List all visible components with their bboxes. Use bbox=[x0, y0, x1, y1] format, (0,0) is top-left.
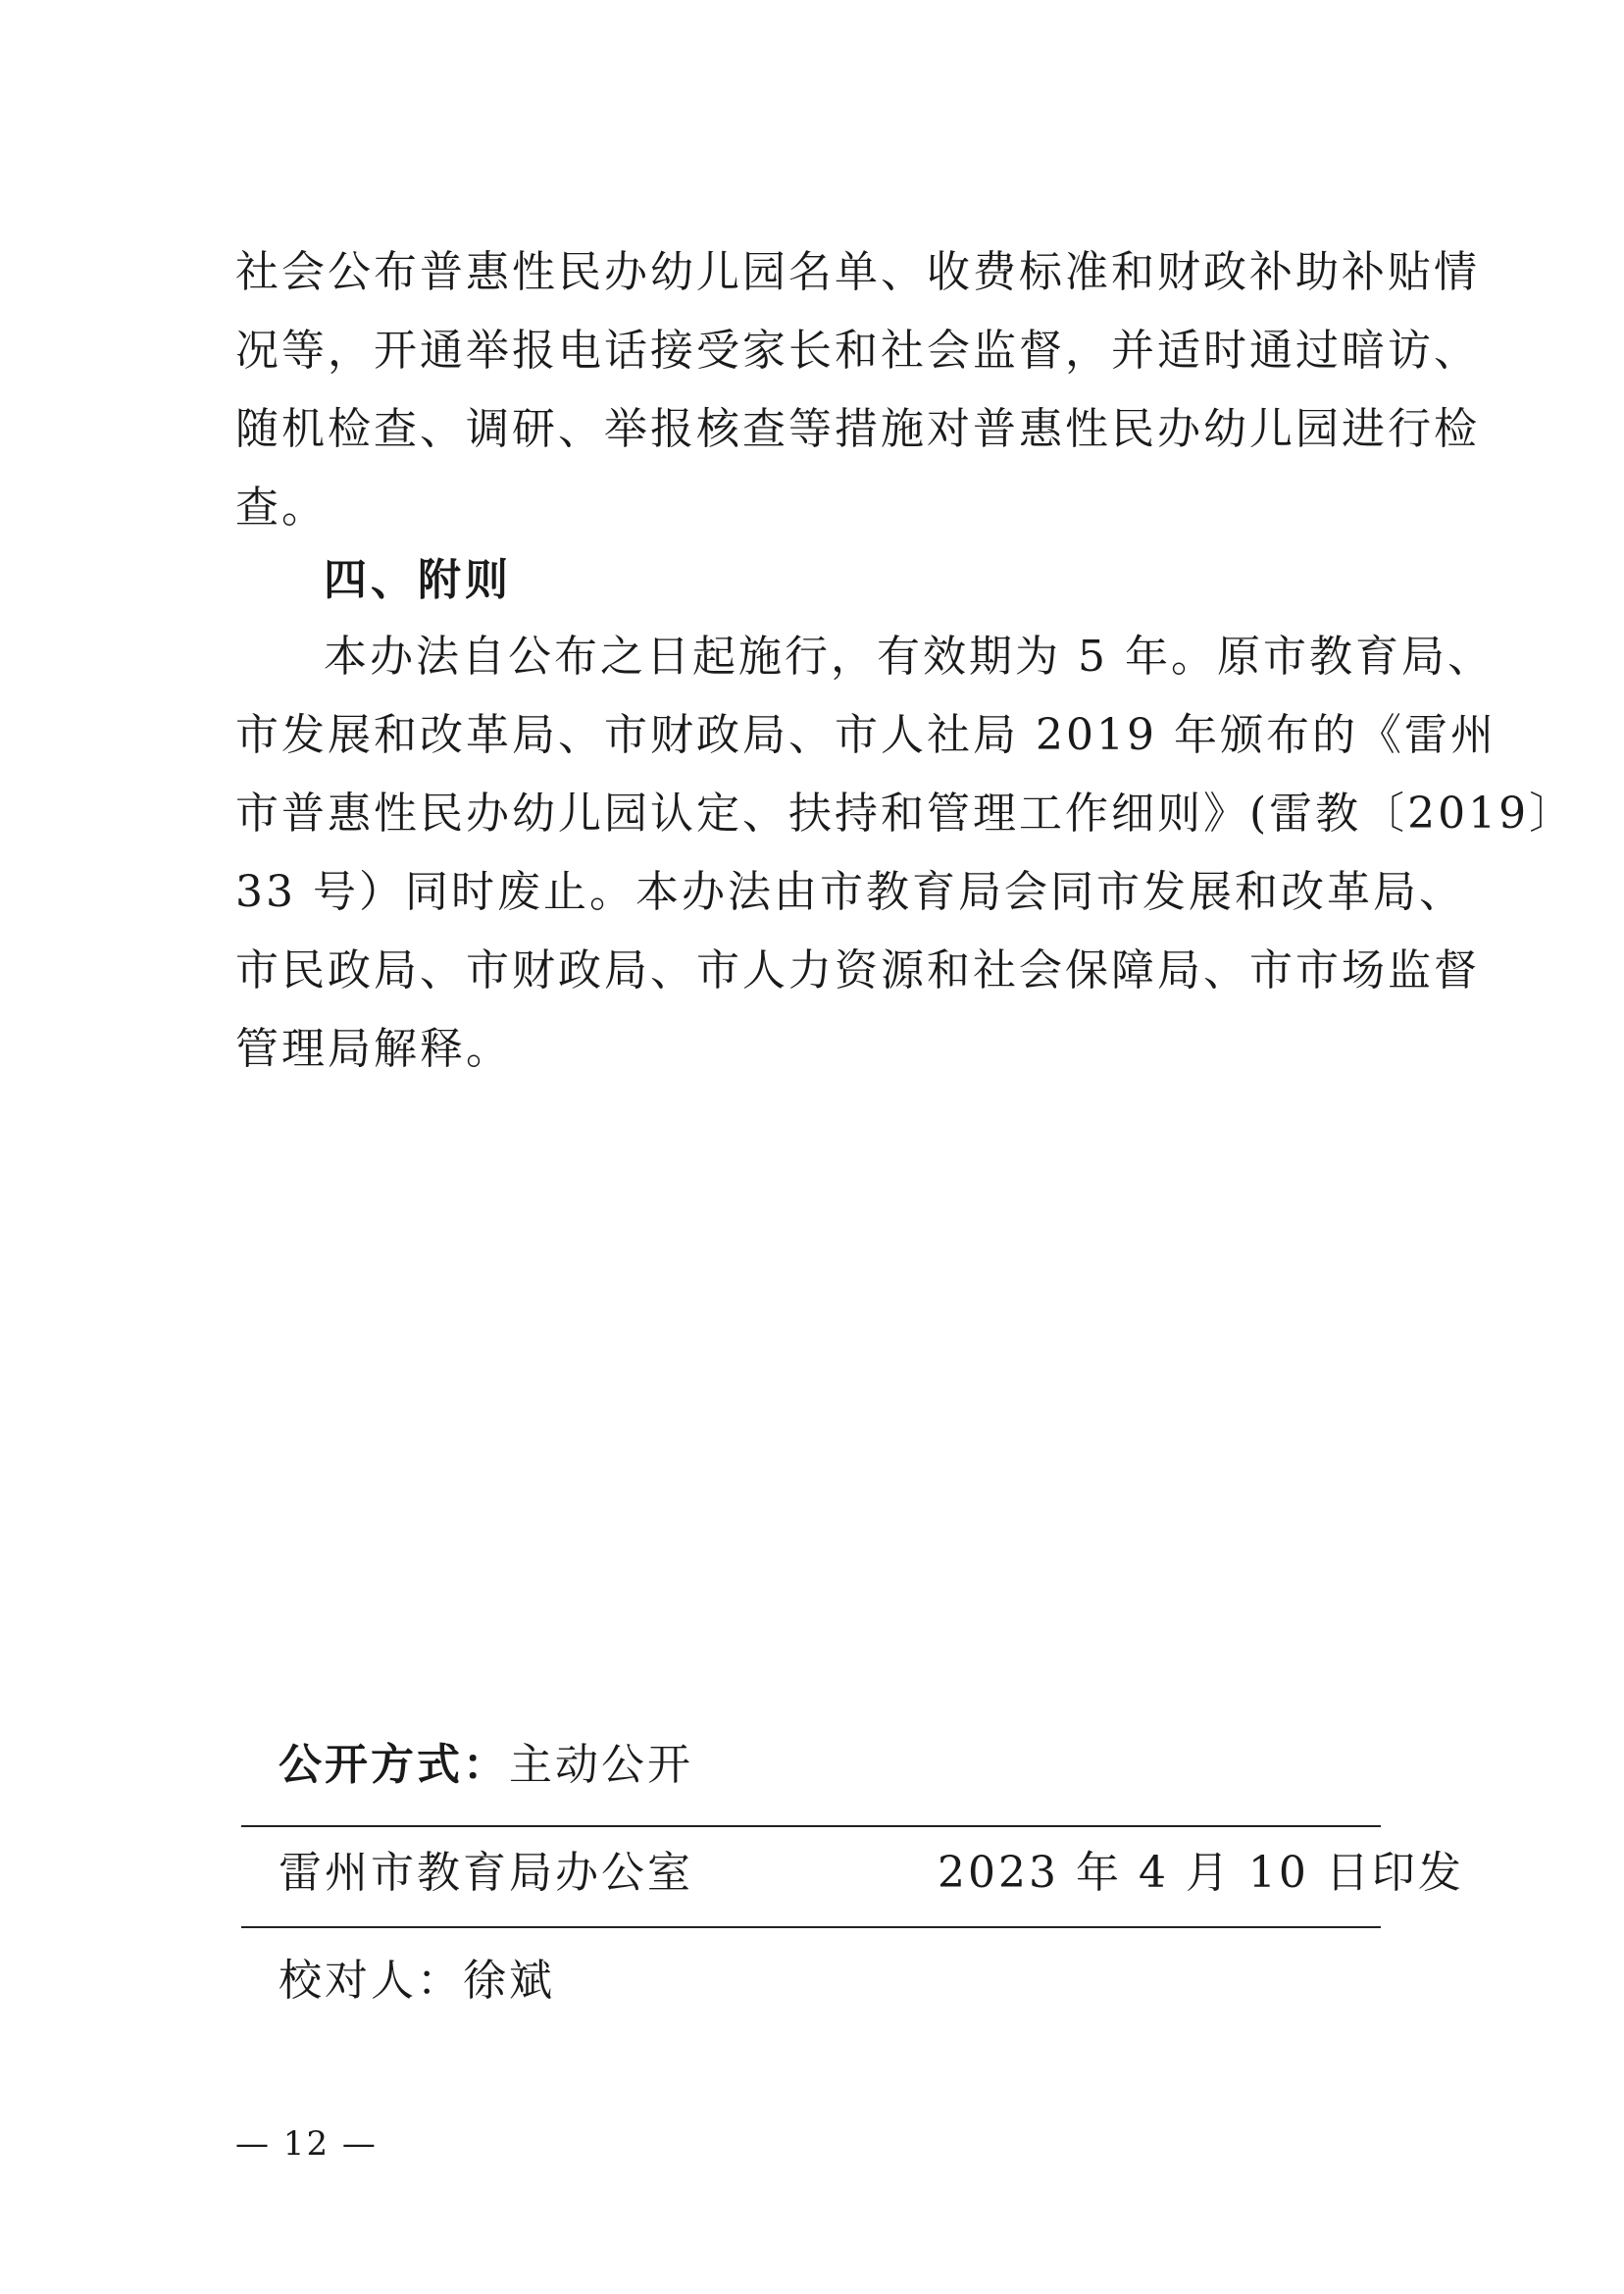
issue-date: 2023 年 4 月 10 日印发 bbox=[938, 1848, 1464, 1898]
section-line-2: 市发展和改革局、市财政局、市人社局 2019 年颁布的《雷州 bbox=[235, 710, 1497, 760]
body-line-3: 随机检查、调研、举报核查等措施对普惠性民办幼儿园进行检 bbox=[235, 404, 1480, 454]
disclosure-label: 公开方式： bbox=[279, 1740, 509, 1790]
body-line-4: 查。 bbox=[235, 483, 328, 533]
section-heading: 四、附则 bbox=[324, 555, 512, 605]
page-number: — 12 — bbox=[235, 2124, 378, 2164]
footer-rule-bottom bbox=[241, 1926, 1381, 1928]
body-line-2: 况等，开通举报电话接受家长和社会监督，并适时通过暗访、 bbox=[235, 326, 1480, 376]
section-line-5: 市民政局、市财政局、市人力资源和社会保障局、市市场监督 bbox=[235, 945, 1480, 995]
proofreader-label: 校对人： bbox=[279, 1956, 463, 2006]
issuer: 雷州市教育局办公室 bbox=[279, 1848, 693, 1898]
disclosure-row bbox=[279, 1736, 693, 1795]
section-line-3: 市普惠性民办幼儿园认定、扶持和管理工作细则》(雷教〔2019〕 bbox=[235, 789, 1576, 839]
section-line-4: 33 号）同时废止。本办法由市教育局会同市发展和改革局、 bbox=[235, 867, 1465, 917]
section-line-1: 本办法自公布之日起施行，有效期为 5 年。原市教育局、 bbox=[324, 632, 1494, 682]
section-line-6: 管理局解释。 bbox=[235, 1024, 512, 1074]
proofreader-row bbox=[279, 1952, 555, 2011]
proofreader-name: 徐斌 bbox=[463, 1956, 555, 2006]
disclosure-value: 主动公开 bbox=[509, 1740, 693, 1790]
footer-rule-top bbox=[241, 1825, 1381, 1827]
body-line-1: 社会公布普惠性民办幼儿园名单、收费标准和财政补助补贴情 bbox=[235, 247, 1480, 297]
